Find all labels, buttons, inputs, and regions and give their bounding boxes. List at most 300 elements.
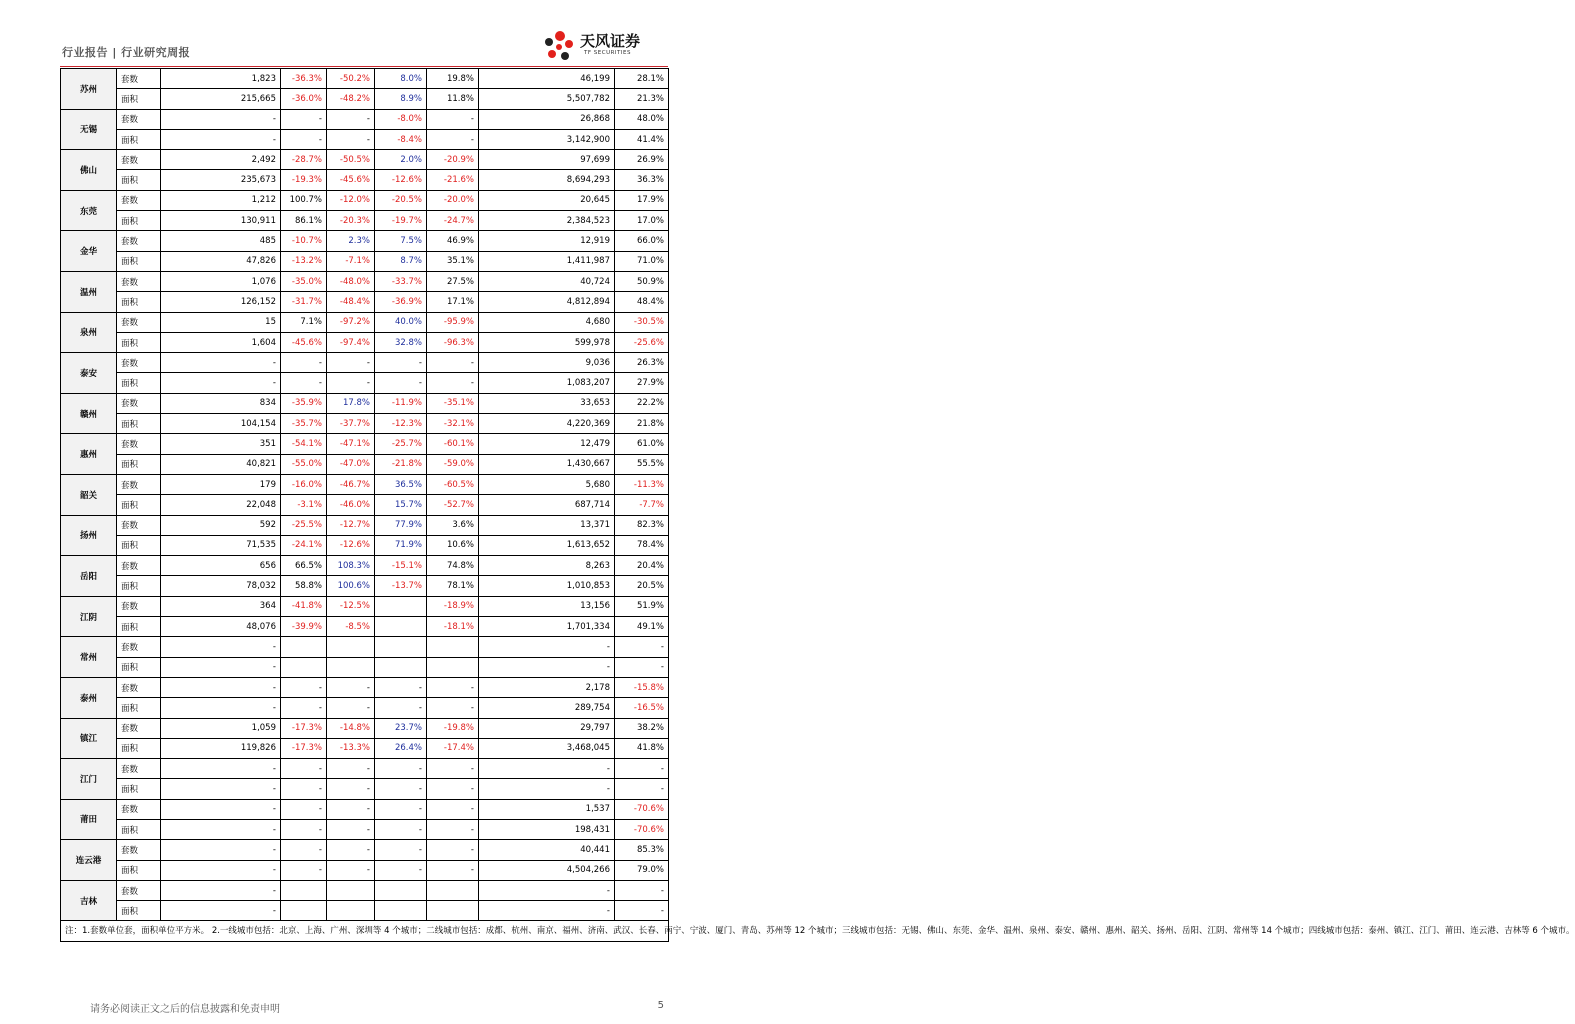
metric-label: 面积 [117, 576, 161, 596]
city-name: 温州 [61, 271, 117, 312]
data-cell: 8,263 [479, 556, 615, 576]
data-cell: -20.3% [327, 211, 375, 231]
table-row [61, 393, 669, 413]
data-cell [327, 637, 375, 657]
data-cell: - [427, 860, 479, 880]
data-cell: -35.9% [281, 393, 327, 413]
data-cell: - [375, 840, 427, 860]
data-cell: 27.9% [615, 373, 669, 393]
data-cell: 4,220,369 [479, 414, 615, 434]
data-cell: -12.5% [327, 596, 375, 616]
data-cell: - [327, 779, 375, 799]
data-cell: - [375, 819, 427, 839]
metric-label: 套数 [117, 271, 161, 291]
data-cell: - [479, 637, 615, 657]
data-cell: 9,036 [479, 353, 615, 373]
metric-label: 面积 [117, 89, 161, 109]
data-cell: -16.0% [281, 474, 327, 494]
data-cell: 48.0% [615, 109, 669, 129]
data-cell: -35.7% [281, 414, 327, 434]
data-cell: - [327, 129, 375, 149]
data-cell: - [161, 819, 281, 839]
data-cell: 40.0% [375, 312, 427, 332]
data-cell: - [427, 759, 479, 779]
data-cell: 485 [161, 231, 281, 251]
data-cell: - [427, 819, 479, 839]
data-cell: - [427, 799, 479, 819]
data-cell: - [281, 698, 327, 718]
data-cell: 5,507,782 [479, 89, 615, 109]
metric-label: 面积 [117, 129, 161, 149]
table-row [61, 819, 669, 839]
data-cell: -36.9% [375, 292, 427, 312]
city-name: 泰安 [61, 353, 117, 394]
table-row [61, 738, 669, 758]
data-cell: 1,411,987 [479, 251, 615, 271]
table-row [61, 596, 669, 616]
data-cell: 71.9% [375, 535, 427, 555]
table-row [61, 576, 669, 596]
metric-label: 套数 [117, 840, 161, 860]
metric-label: 面积 [117, 332, 161, 352]
table-row [61, 312, 669, 332]
data-cell: 1,613,652 [479, 535, 615, 555]
data-cell: - [161, 373, 281, 393]
data-cell: 8.0% [375, 69, 427, 89]
data-cell: -10.7% [281, 231, 327, 251]
table-row [61, 880, 669, 900]
data-cell: -15.1% [375, 556, 427, 576]
data-cell [427, 880, 479, 900]
data-cell: 2,178 [479, 677, 615, 697]
data-cell: -11.9% [375, 393, 427, 413]
metric-label: 面积 [117, 779, 161, 799]
city-name: 金华 [61, 231, 117, 272]
metric-label: 面积 [117, 698, 161, 718]
data-cell: 4,504,266 [479, 860, 615, 880]
data-cell: 198,431 [479, 819, 615, 839]
data-cell [327, 657, 375, 677]
data-cell: 2,492 [161, 150, 281, 170]
data-cell: -35.1% [427, 393, 479, 413]
data-cell: -20.0% [427, 190, 479, 210]
data-cell: -60.1% [427, 434, 479, 454]
data-cell: - [281, 109, 327, 129]
data-cell: - [375, 759, 427, 779]
metric-label: 面积 [117, 495, 161, 515]
data-cell [427, 901, 479, 921]
data-cell: - [327, 109, 375, 129]
table-row [61, 332, 669, 352]
data-cell: 8.9% [375, 89, 427, 109]
data-cell: -46.7% [327, 474, 375, 494]
data-cell: 66.0% [615, 231, 669, 251]
data-cell: 28.1% [615, 69, 669, 89]
data-cell: -19.3% [281, 170, 327, 190]
data-cell: 17.9% [615, 190, 669, 210]
data-cell: 100.6% [327, 576, 375, 596]
data-cell: - [161, 860, 281, 880]
data-cell: 1,604 [161, 332, 281, 352]
data-cell: -36.0% [281, 89, 327, 109]
data-cell: 17.8% [327, 393, 375, 413]
data-cell: 35.1% [427, 251, 479, 271]
data-cell: -45.6% [281, 332, 327, 352]
data-cell: - [161, 779, 281, 799]
data-cell: 36.5% [375, 474, 427, 494]
report-category: 行业报告 | 行业研究周报 [62, 46, 191, 59]
data-cell: 2,384,523 [479, 211, 615, 231]
data-cell: - [281, 799, 327, 819]
data-cell: - [281, 819, 327, 839]
data-cell: - [161, 637, 281, 657]
data-cell: -25.5% [281, 515, 327, 535]
data-cell: -48.2% [327, 89, 375, 109]
metric-label: 套数 [117, 434, 161, 454]
city-name: 江阴 [61, 596, 117, 637]
data-cell: - [161, 759, 281, 779]
data-cell: 656 [161, 556, 281, 576]
data-cell: - [281, 779, 327, 799]
data-cell: 687,714 [479, 495, 615, 515]
metric-label: 套数 [117, 353, 161, 373]
data-cell: -17.3% [281, 718, 327, 738]
metric-label: 套数 [117, 637, 161, 657]
data-cell: -28.7% [281, 150, 327, 170]
metric-label: 套数 [117, 759, 161, 779]
data-cell: 108.3% [327, 556, 375, 576]
data-cell: -16.5% [615, 698, 669, 718]
data-cell: 13,371 [479, 515, 615, 535]
data-cell: 4,812,894 [479, 292, 615, 312]
table-row [61, 657, 669, 677]
data-cell: - [161, 353, 281, 373]
data-cell: - [615, 901, 669, 921]
city-name: 岳阳 [61, 556, 117, 597]
data-cell [375, 657, 427, 677]
city-name: 镇江 [61, 718, 117, 759]
table-row [61, 89, 669, 109]
data-cell: - [427, 840, 479, 860]
data-cell: 13,156 [479, 596, 615, 616]
data-cell: - [375, 353, 427, 373]
data-cell: 3.6% [427, 515, 479, 535]
data-cell: -20.5% [375, 190, 427, 210]
data-cell: 1,076 [161, 271, 281, 291]
table-row [61, 779, 669, 799]
data-cell: -45.6% [327, 170, 375, 190]
metric-label: 面积 [117, 454, 161, 474]
data-cell: 71,535 [161, 535, 281, 555]
data-cell: 8.7% [375, 251, 427, 271]
data-cell: 82.3% [615, 515, 669, 535]
data-cell: -97.4% [327, 332, 375, 352]
data-cell: 26,868 [479, 109, 615, 129]
metric-label: 面积 [117, 170, 161, 190]
data-cell: - [161, 840, 281, 860]
data-cell: 79.0% [615, 860, 669, 880]
table-row [61, 211, 669, 231]
data-cell: 235,673 [161, 170, 281, 190]
data-cell: -37.7% [327, 414, 375, 434]
city-name: 泰州 [61, 677, 117, 718]
data-cell: - [161, 677, 281, 697]
city-name: 连云港 [61, 840, 117, 881]
table-row [61, 474, 669, 494]
data-cell: - [161, 880, 281, 900]
data-cell: 74.8% [427, 556, 479, 576]
data-cell: -60.5% [427, 474, 479, 494]
data-cell: -17.4% [427, 738, 479, 758]
metric-label: 面积 [117, 819, 161, 839]
metric-label: 套数 [117, 109, 161, 129]
data-cell: -8.5% [327, 617, 375, 637]
data-cell: 8,694,293 [479, 170, 615, 190]
data-cell: 33,653 [479, 393, 615, 413]
data-cell: 3,468,045 [479, 738, 615, 758]
data-cell: 21.3% [615, 89, 669, 109]
data-cell: -25.7% [375, 434, 427, 454]
table-row [61, 556, 669, 576]
metric-label: 套数 [117, 799, 161, 819]
table-row [61, 637, 669, 657]
data-cell: 2.0% [375, 150, 427, 170]
data-cell: -21.8% [375, 454, 427, 474]
metric-label: 套数 [117, 190, 161, 210]
data-cell: 22,048 [161, 495, 281, 515]
table-row [61, 434, 669, 454]
city-name: 韶关 [61, 474, 117, 515]
data-cell: 85.3% [615, 840, 669, 860]
data-cell: 48.4% [615, 292, 669, 312]
data-cell: -7.7% [615, 495, 669, 515]
data-cell: - [281, 840, 327, 860]
metric-label: 套数 [117, 393, 161, 413]
table-row [61, 231, 669, 251]
data-cell [327, 901, 375, 921]
data-cell: -8.4% [375, 129, 427, 149]
data-cell: -12.3% [375, 414, 427, 434]
data-cell: 1,701,334 [479, 617, 615, 637]
metric-label: 套数 [117, 69, 161, 89]
data-cell [281, 880, 327, 900]
table-row [61, 251, 669, 271]
data-cell: - [427, 779, 479, 799]
data-cell: - [327, 819, 375, 839]
data-cell: 23.7% [375, 718, 427, 738]
metric-label: 面积 [117, 535, 161, 555]
data-cell: 78,032 [161, 576, 281, 596]
table-row [61, 698, 669, 718]
table-row [61, 495, 669, 515]
city-name: 惠州 [61, 434, 117, 475]
data-cell: -39.9% [281, 617, 327, 637]
metric-label: 面积 [117, 292, 161, 312]
page-number: 5 [657, 1000, 664, 1011]
data-cell: 40,724 [479, 271, 615, 291]
data-cell: 50.9% [615, 271, 669, 291]
data-cell: - [161, 129, 281, 149]
data-cell: 12,479 [479, 434, 615, 454]
data-cell: -25.6% [615, 332, 669, 352]
data-cell: -97.2% [327, 312, 375, 332]
data-cell: 15.7% [375, 495, 427, 515]
data-cell: 86.1% [281, 211, 327, 231]
data-cell: -95.9% [427, 312, 479, 332]
data-cell: -35.0% [281, 271, 327, 291]
data-cell: 78.1% [427, 576, 479, 596]
table-row [61, 150, 669, 170]
data-cell: - [375, 799, 427, 819]
data-cell: - [327, 799, 375, 819]
data-cell: 1,059 [161, 718, 281, 738]
data-cell: 32.8% [375, 332, 427, 352]
table-row [61, 799, 669, 819]
table-row [61, 535, 669, 555]
data-cell: -12.6% [375, 170, 427, 190]
city-name: 扬州 [61, 515, 117, 556]
data-cell: 40,821 [161, 454, 281, 474]
data-cell: - [161, 109, 281, 129]
data-cell: - [281, 373, 327, 393]
data-cell: -7.1% [327, 251, 375, 271]
data-cell: - [427, 129, 479, 149]
data-cell: 77.9% [375, 515, 427, 535]
data-cell: -24.1% [281, 535, 327, 555]
data-cell: - [479, 901, 615, 921]
metric-label: 面积 [117, 251, 161, 271]
data-cell: -18.1% [427, 617, 479, 637]
data-cell: 289,754 [479, 698, 615, 718]
table-row [61, 617, 669, 637]
data-cell: -48.4% [327, 292, 375, 312]
company-logo [538, 28, 668, 64]
metric-label: 面积 [117, 414, 161, 434]
city-sales-table [60, 68, 1575, 942]
data-cell: -70.6% [615, 799, 669, 819]
data-cell: 119,826 [161, 738, 281, 758]
data-cell: -32.1% [427, 414, 479, 434]
data-cell [281, 657, 327, 677]
table-row [61, 759, 669, 779]
data-cell: - [375, 779, 427, 799]
table-row [61, 677, 669, 697]
data-cell: - [327, 677, 375, 697]
data-cell: 20.4% [615, 556, 669, 576]
data-cell: - [427, 373, 479, 393]
data-cell: - [161, 657, 281, 677]
data-cell: - [615, 637, 669, 657]
data-cell: - [427, 109, 479, 129]
metric-label: 套数 [117, 312, 161, 332]
city-name: 佛山 [61, 150, 117, 191]
data-cell: - [479, 880, 615, 900]
table-row [61, 840, 669, 860]
data-cell: -13.7% [375, 576, 427, 596]
data-cell: 592 [161, 515, 281, 535]
data-cell: 11.8% [427, 89, 479, 109]
table-row [61, 454, 669, 474]
data-cell: -31.7% [281, 292, 327, 312]
data-cell: 179 [161, 474, 281, 494]
logo-flower-icon [538, 28, 578, 64]
table-row [61, 292, 669, 312]
data-cell: 41.4% [615, 129, 669, 149]
data-cell: -15.8% [615, 677, 669, 697]
data-cell: 215,665 [161, 89, 281, 109]
data-cell: - [281, 129, 327, 149]
metric-label: 面积 [117, 657, 161, 677]
data-cell: -52.7% [427, 495, 479, 515]
data-cell: -55.0% [281, 454, 327, 474]
data-cell: - [615, 779, 669, 799]
table-row [61, 109, 669, 129]
city-name: 常州 [61, 637, 117, 678]
data-cell: -8.0% [375, 109, 427, 129]
data-cell: 1,083,207 [479, 373, 615, 393]
data-cell: 26.4% [375, 738, 427, 758]
table-row [61, 170, 669, 190]
data-cell [427, 637, 479, 657]
data-cell: -19.7% [375, 211, 427, 231]
data-cell: 17.0% [615, 211, 669, 231]
metric-label: 套数 [117, 718, 161, 738]
data-cell: 104,154 [161, 414, 281, 434]
data-cell: - [615, 657, 669, 677]
data-cell: 126,152 [161, 292, 281, 312]
data-cell: -70.6% [615, 819, 669, 839]
table-row [61, 414, 669, 434]
data-cell: - [615, 759, 669, 779]
data-cell: 15 [161, 312, 281, 332]
data-cell: -13.3% [327, 738, 375, 758]
data-cell: 2.3% [327, 231, 375, 251]
data-cell: -12.0% [327, 190, 375, 210]
data-cell: 47,826 [161, 251, 281, 271]
data-cell: -19.8% [427, 718, 479, 738]
table-row [61, 515, 669, 535]
metric-label: 套数 [117, 556, 161, 576]
city-name: 无锡 [61, 109, 117, 150]
data-cell: 12,919 [479, 231, 615, 251]
data-cell: -96.3% [427, 332, 479, 352]
data-cell: - [327, 759, 375, 779]
data-cell: -20.9% [427, 150, 479, 170]
city-name: 苏州 [61, 69, 117, 110]
data-cell: - [375, 373, 427, 393]
data-cell: - [427, 353, 479, 373]
table-row [61, 353, 669, 373]
data-cell: -24.7% [427, 211, 479, 231]
city-name: 泉州 [61, 312, 117, 353]
metric-label: 套数 [117, 150, 161, 170]
header-divider [60, 66, 668, 67]
data-cell: 78.4% [615, 535, 669, 555]
data-cell: -36.3% [281, 69, 327, 89]
data-cell: 40,441 [479, 840, 615, 860]
data-cell: 1,010,853 [479, 576, 615, 596]
data-cell: - [161, 799, 281, 819]
data-cell: -18.9% [427, 596, 479, 616]
data-cell: 46.9% [427, 231, 479, 251]
metric-label: 面积 [117, 738, 161, 758]
metric-label: 面积 [117, 211, 161, 231]
data-cell: - [327, 860, 375, 880]
data-cell: 38.2% [615, 718, 669, 738]
city-name: 东莞 [61, 190, 117, 231]
data-cell: 55.5% [615, 454, 669, 474]
data-cell: 1,212 [161, 190, 281, 210]
